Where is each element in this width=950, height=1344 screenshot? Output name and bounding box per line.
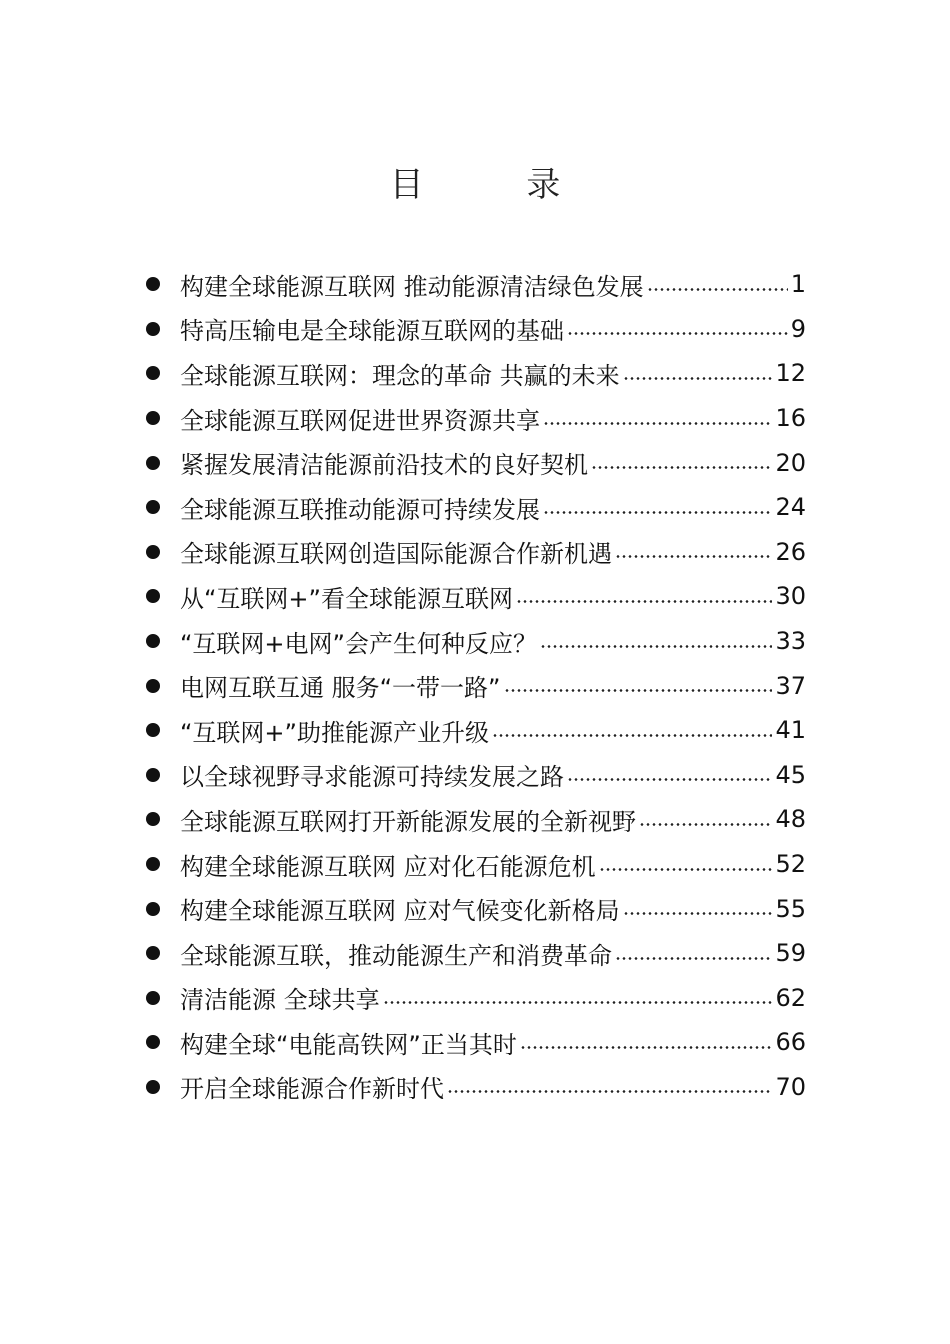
bullet-icon — [146, 857, 160, 871]
toc-entry-title: 构建全球能源互联网 应对气候变化新格局 — [180, 897, 620, 926]
toc-entry-title: 开启全球能源合作新时代 — [180, 1075, 444, 1104]
toc-entry-page-number: 52 — [775, 850, 806, 879]
toc-entry[interactable] — [142, 530, 806, 575]
toc-entry-title: 全球能源互联网打开新能源发展的全新视野 — [180, 807, 636, 836]
toc-entry-title: 构建全球能源互联网 应对化石能源危机 — [180, 852, 596, 881]
toc-entry[interactable] — [142, 1065, 806, 1110]
dot-leader — [623, 377, 773, 380]
bullet-icon — [146, 679, 160, 693]
dot-leader — [543, 422, 772, 425]
bullet-icon — [146, 768, 160, 782]
toc-entry-page-number: 20 — [775, 448, 806, 477]
toc-entry[interactable] — [142, 574, 806, 619]
bullet-icon — [146, 902, 160, 916]
toc-entry-title: 构建全球“电能高铁网”正当其时 — [180, 1030, 517, 1059]
toc-entry-title: 全球能源互联网创造国际能源合作新机遇 — [180, 540, 612, 569]
toc-entry-page-number: 48 — [775, 805, 806, 834]
toc-entry-title: 全球能源互联网：理念的革命 共赢的未来 — [180, 361, 620, 390]
dot-leader — [615, 957, 772, 960]
toc-entry-title: “互联网+电网”会产生何种反应？ — [180, 629, 537, 658]
bullet-icon — [146, 545, 160, 559]
toc-entry-page-number: 70 — [775, 1072, 806, 1101]
toc-entry-page-number: 55 — [775, 894, 806, 923]
toc-entry-page-number: 41 — [775, 716, 806, 745]
bullet-icon — [146, 1080, 160, 1094]
toc-entry[interactable] — [142, 307, 806, 352]
bullet-icon — [146, 366, 160, 380]
bullet-icon — [146, 991, 160, 1005]
toc-entry-page-number: 62 — [775, 983, 806, 1012]
table-of-contents — [142, 262, 806, 1109]
dot-leader — [567, 778, 772, 781]
toc-entry[interactable] — [142, 351, 806, 396]
dot-leader — [383, 1001, 773, 1004]
toc-entry-title: 从“互联网+”看全球能源互联网 — [180, 584, 513, 613]
dot-leader — [543, 511, 772, 514]
toc-entry-page-number: 45 — [775, 760, 806, 789]
toc-entry-title: 特高压输电是全球能源互联网的基础 — [180, 317, 564, 346]
dot-leader — [639, 823, 772, 826]
toc-entry-page-number: 1 — [790, 270, 806, 299]
bullet-icon — [146, 946, 160, 960]
toc-entry[interactable] — [142, 262, 806, 307]
bullet-icon — [146, 723, 160, 737]
toc-entry-page-number: 66 — [775, 1028, 806, 1057]
dot-leader — [520, 1046, 773, 1049]
toc-entry-page-number: 16 — [775, 404, 806, 433]
toc-entry-title: 全球能源互联，推动能源生产和消费革命 — [180, 941, 612, 970]
toc-entry-page-number: 30 — [775, 582, 806, 611]
dot-leader — [447, 1090, 772, 1093]
toc-entry-page-number: 24 — [775, 493, 806, 522]
bullet-icon — [146, 322, 160, 336]
bullet-icon — [146, 456, 160, 470]
toc-entry-page-number: 33 — [775, 627, 806, 656]
toc-entry-title: “互联网+”助推能源产业升级 — [180, 718, 489, 747]
toc-entry-title: 全球能源互联网促进世界资源共享 — [180, 406, 540, 435]
toc-entry[interactable] — [142, 931, 806, 976]
toc-entry[interactable] — [142, 396, 806, 441]
toc-entry[interactable] — [142, 842, 806, 887]
dot-leader — [623, 912, 773, 915]
dot-leader — [567, 332, 788, 335]
bullet-icon — [146, 277, 160, 291]
toc-entry-title: 全球能源互联推动能源可持续发展 — [180, 495, 540, 524]
dot-leader — [504, 689, 773, 692]
toc-entry-page-number: 12 — [775, 359, 806, 388]
toc-entry[interactable] — [142, 976, 806, 1021]
toc-entry[interactable] — [142, 619, 806, 664]
bullet-icon — [146, 634, 160, 648]
toc-entry[interactable] — [142, 663, 806, 708]
dot-leader — [540, 645, 772, 648]
toc-entry-title: 以全球视野寻求能源可持续发展之路 — [180, 763, 564, 792]
dot-leader — [591, 466, 772, 469]
dot-leader — [516, 600, 772, 603]
toc-entry[interactable] — [142, 440, 806, 485]
bullet-icon — [146, 500, 160, 514]
dot-leader — [492, 734, 772, 737]
toc-entry[interactable] — [142, 886, 806, 931]
toc-entry-title: 电网互联互通 服务“一带一路” — [180, 674, 501, 703]
toc-entry[interactable] — [142, 1020, 806, 1065]
toc-entry-page-number: 9 — [790, 314, 806, 343]
toc-entry[interactable] — [142, 753, 806, 798]
toc-entry[interactable] — [142, 797, 806, 842]
bullet-icon — [146, 589, 160, 603]
toc-entry-title: 紧握发展清洁能源前沿技术的良好契机 — [180, 451, 588, 480]
toc-entry-title: 清洁能源 全球共享 — [180, 986, 380, 1015]
bullet-icon — [146, 1035, 160, 1049]
dot-leader — [599, 868, 773, 871]
bullet-icon — [146, 411, 160, 425]
toc-entry-page-number: 59 — [775, 939, 806, 968]
bullet-icon — [146, 812, 160, 826]
dot-leader — [647, 288, 788, 291]
toc-entry[interactable] — [142, 485, 806, 530]
toc-entry-title: 构建全球能源互联网 推动能源清洁绿色发展 — [180, 272, 644, 301]
dot-leader — [615, 555, 772, 558]
page-title: 目 录 — [389, 165, 607, 205]
toc-entry[interactable] — [142, 708, 806, 753]
toc-entry-page-number: 26 — [775, 537, 806, 566]
toc-entry-page-number: 37 — [775, 671, 806, 700]
